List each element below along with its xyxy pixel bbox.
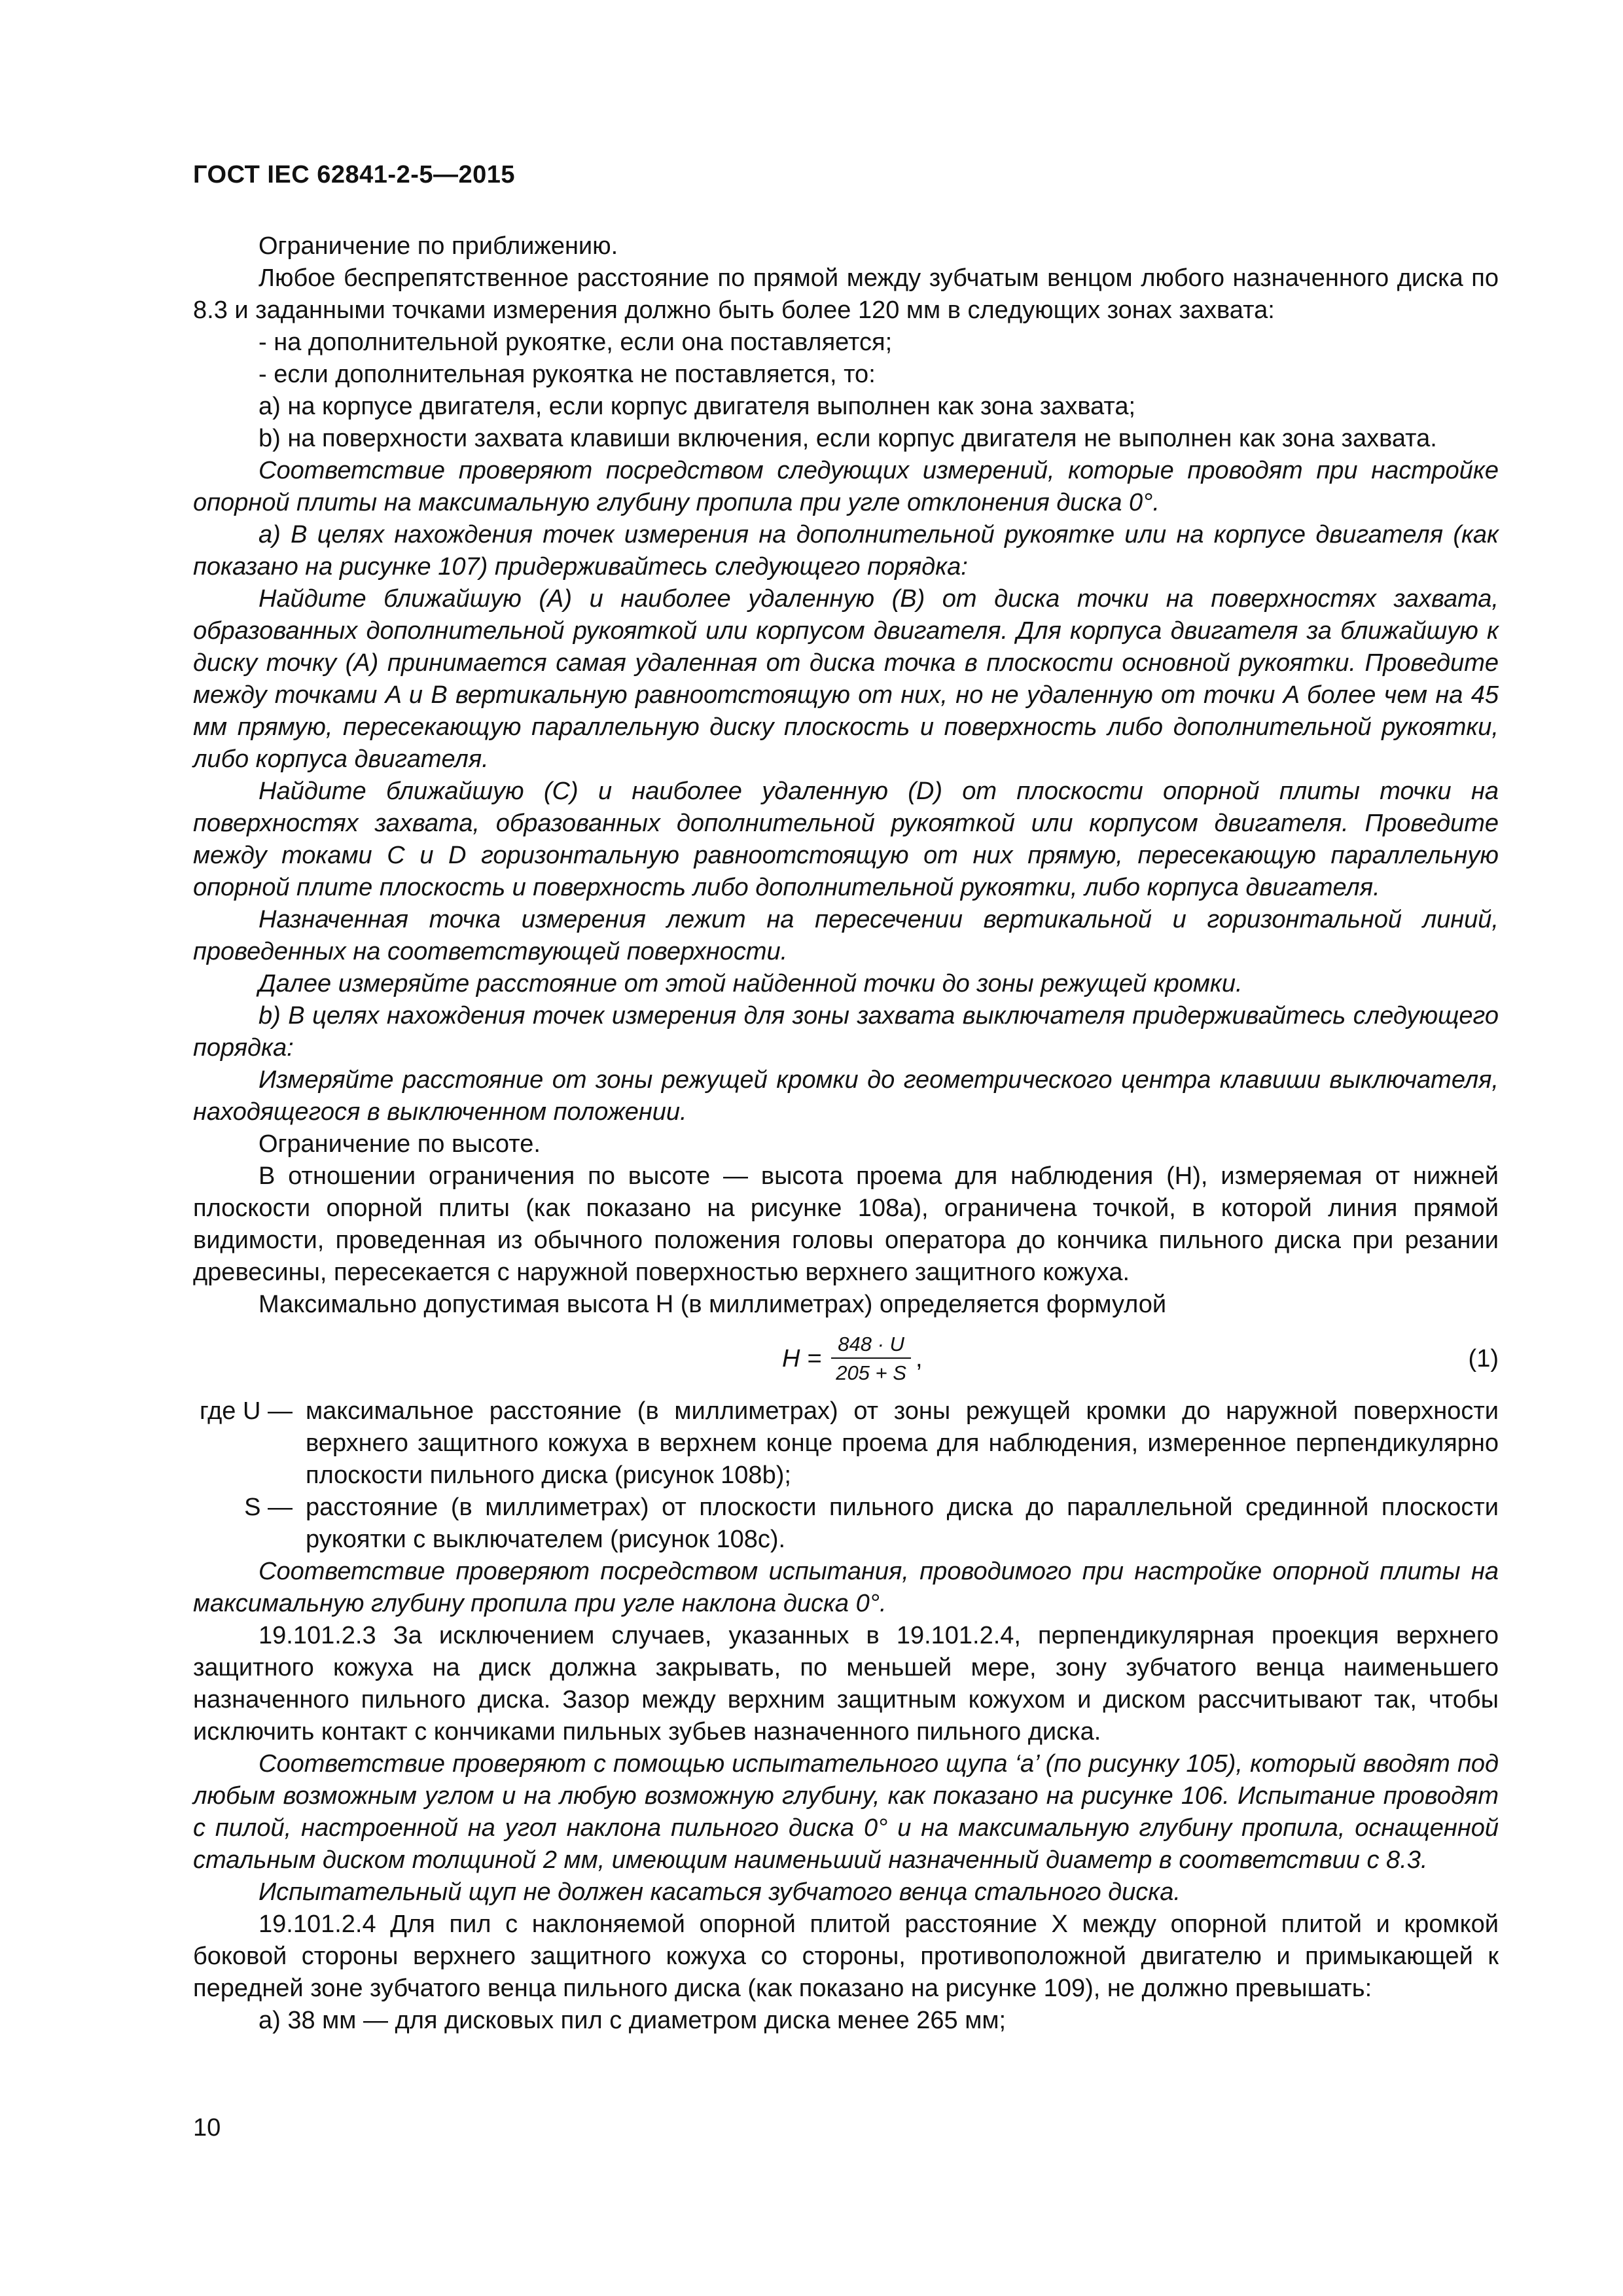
paragraph: Ограничение по высоте. (259, 1130, 541, 1158)
paragraph: 19.101.2.4 Для пил с наклоняемой опорной плитой расстояние X между опорной плитой и кромкой боковой стороны верхнего защитного кожуха со стороны, противоположной двигателю и примыкающей к передней зоне зубчатого венца пильного диска (как показано на рисунке 109), не должно превышать: (193, 1910, 1499, 2002)
paragraph: Испытательный щуп не должен касаться зубчатого венца стального диска. (259, 1878, 1181, 1906)
definition-desc: расстояние (в миллиметрах) от плоскости пильного диска до параллельной срединной плоскости рукоятки с выключателем (рисунок 108с). (306, 1494, 1499, 1553)
definition-term: S — (244, 1494, 293, 1521)
paragraph: Далее измеряйте расстояние от этой найденной точки до зоны режущей кромки. (259, 970, 1243, 997)
paragraph: В отношении ограничения по высоте — высота проема для наблюдения (H), измеряемая от нижней плоскости опорной плиты (как показано на рисунке 108а), ограничена точкой, в которой линия прямой видимости, проведенная из обычного положения головы оператора до кончика пильного диска при резании древесины, пересекается с наружной поверхностью верхнего защитного кожуха. (193, 1162, 1499, 1286)
paragraph: a) В целях нахождения точек измерения на дополнительной рукоятке или на корпусе двигателя (как показано на рисунке 107) придерживайтесь следующего порядка: (193, 521, 1499, 581)
paragraph: Максимально допустимая высота H (в миллиметрах) определяется формулой (259, 1291, 1167, 1318)
paragraph: Измеряйте расстояние от зоны режущей кромки до геометрического центра клавиши выключателя, находящегося в выключенном положении. (193, 1066, 1499, 1126)
paragraph: Ограничение по приближению. (259, 232, 618, 260)
formula-block (193, 1323, 1499, 1394)
standard-header: ГОСТ IEC 62841-2-5—2015 (193, 161, 516, 188)
paragraph: Соответствие проверяют посредством следующих измерений, которые проводят при настройке опорной плиты на максимальную глубину пропила при угле отклонения диска 0°. (193, 457, 1499, 516)
list-item: a) на корпусе двигателя, если корпус двигателя выполнен как зона захвата; (259, 393, 1136, 420)
formula-numerator: 848 · U (831, 1333, 911, 1359)
paragraph: Любое беспрепятственное расстояние по прямой между зубчатым венцом любого назначенного диска по 8.3 и заданными точками измерения должно быть более 120 мм в следующих зонах захвата: (193, 264, 1499, 324)
paragraph: Соответствие проверяют посредством испытания, проводимого при настройке опорной плиты на максимальную глубину пропила при угле наклона диска 0°. (193, 1558, 1499, 1617)
list-item: - если дополнительная рукоятка не поставляется, то: (259, 361, 876, 388)
paragraph: Найдите ближайшую (A) и наиболее удаленную (B) от диска точки на поверхностях захвата, образованных дополнительной рукояткой или корпусом двигателя. Для корпуса двигателя за ближайшую к диску точку (A) принимается самая удаленная от диска точка в плоскости основной рукоятки. Проведите между точками A и B вертикальную равноотстоящую от них, но не удаленную от точки A более чем на 45 мм прямую, пересекающую параллельную диску плоскость и поверхность либо дополнительной рукоятки, либо корпуса двигателя. (193, 585, 1499, 773)
formula (782, 1333, 923, 1385)
formula-lhs: H = (782, 1344, 822, 1372)
definition-row (188, 1395, 1499, 1492)
formula-trail: , (915, 1344, 923, 1372)
list-item: - на дополнительной рукоятке, если она поставляется; (259, 329, 893, 356)
formula-number: (1) (1468, 1345, 1499, 1372)
paragraph: 19.101.2.3 За исключением случаев, указанных в 19.101.2.4, перпендикулярная проекция верхнего защитного кожуха на диск должна закрывать, по меньшей мере, зону зубчатого венца наименьшего назначенного пильного диска. Зазор между верхним защитным кожухом и диском рассчитывают так, чтобы исключить контакт с кончиками пильных зубьев назначенного пильного диска. (193, 1622, 1499, 1746)
paragraph: b) В целях нахождения точек измерения для зоны захвата выключателя придерживайтесь следующего порядка: (193, 1002, 1499, 1062)
definition-term: где U — (199, 1397, 293, 1425)
page-number: 10 (193, 2114, 221, 2142)
list-item: a) 38 мм — для дисковых пил с диаметром диска менее 265 мм; (259, 2007, 1007, 2034)
definition-desc: максимальное расстояние (в миллиметрах) от зоны режущей кромки до наружной поверхности верхнего защитного кожуха в верхнем конце проема для наблюдения, измеренное перпендикулярно плоскости пильного диска (рисунок 108b); (306, 1397, 1499, 1489)
formula-denominator: 205 + S (836, 1361, 906, 1384)
paragraph: Соответствие проверяют с помощью испытательного щупа ‘a’ (по рисунку 105), который вводят под любым возможным углом и на любую возможную глубину, как показано на рисунке 106. Испытание проводят с пилой, настроенной на угол наклона пильного диска 0° и на максимальную глубину пропила, оснащенной стальным диском толщиной 2 мм, имеющим наименьший назначенный диаметр в соответствии с 8.3. (193, 1750, 1499, 1874)
list-item: b) на поверхности захвата клавиши включения, если корпус двигателя не выполнен как зона захвата. (259, 425, 1437, 452)
formula-fraction (829, 1333, 913, 1385)
paragraph: Назначенная точка измерения лежит на пересечении вертикальной и горизонтальной линий, проведенных на соответствующей поверхности. (193, 906, 1499, 965)
definition-row (188, 1492, 1499, 1556)
paragraph: Найдите ближайшую (C) и наиболее удаленную (D) от плоскости опорной плиты точки на поверхностях захвата, образованных дополнительной рукояткой или корпусом двигателя. Проведите между токами C и D горизонтальную равноотстоящую от них прямую, пересекающую параллельную опорной плите плоскость и поверхность либо дополнительной рукоятки, либо корпуса двигателя. (193, 778, 1499, 901)
body-text (193, 230, 1499, 2037)
